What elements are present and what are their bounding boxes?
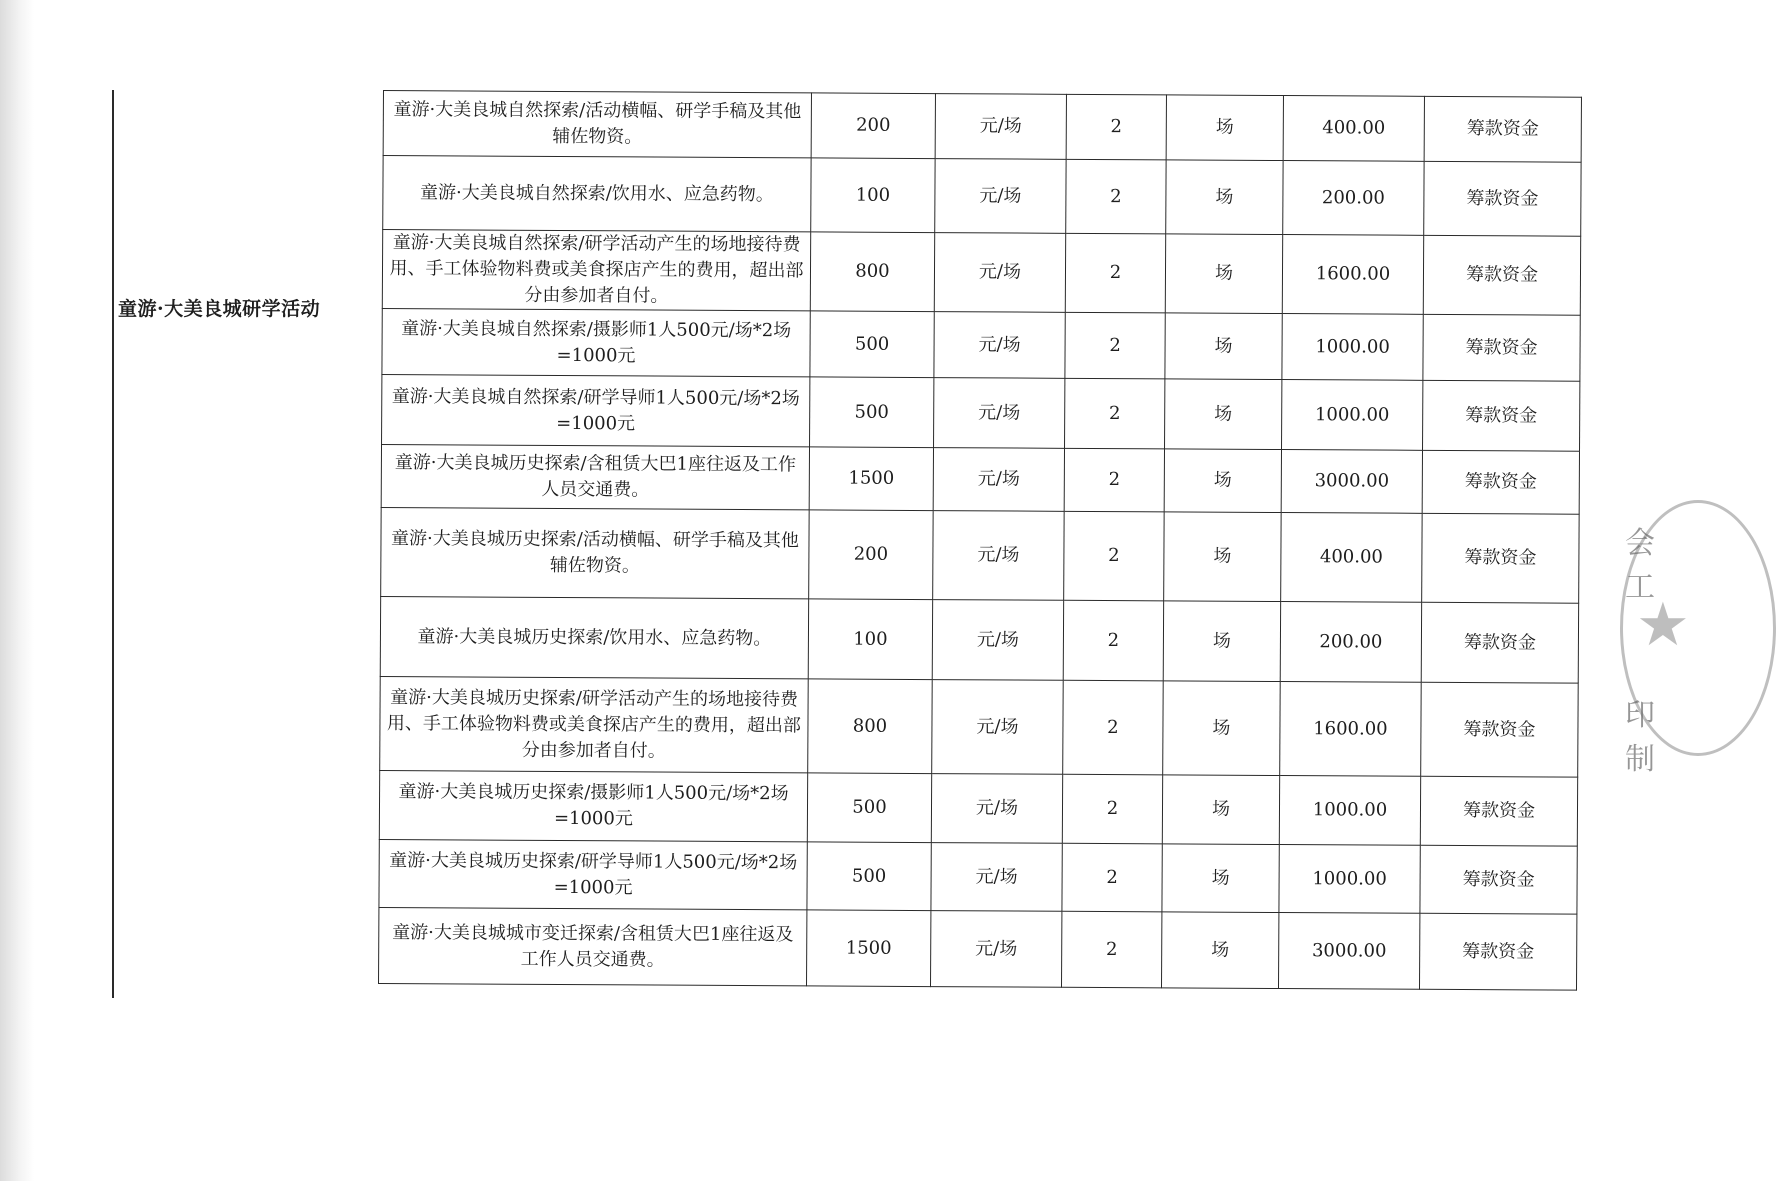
table-row <box>381 444 1579 514</box>
seal-text-top: 会工 <box>1625 526 1655 605</box>
table-row <box>381 507 1579 603</box>
table-row <box>380 676 1579 777</box>
amount-cell: 400.00 <box>1283 96 1424 162</box>
quantity-unit-cell: 场 <box>1165 234 1282 314</box>
price-unit-cell: 元/场 <box>931 911 1062 988</box>
fund-source-cell: 筹款资金 <box>1421 682 1579 777</box>
amount-cell: 200.00 <box>1283 161 1424 236</box>
unit-price-cell: 500 <box>807 773 931 843</box>
table-row <box>383 156 1581 237</box>
unit-price-cell: 200 <box>809 510 933 600</box>
price-unit-cell: 元/场 <box>935 94 1066 160</box>
fund-source-cell: 筹款资金 <box>1423 235 1580 315</box>
fund-source-cell: 筹款资金 <box>1421 602 1578 683</box>
price-unit-cell: 元/场 <box>931 843 1062 912</box>
table-row <box>379 907 1577 990</box>
quantity-cell: 2 <box>1065 312 1165 379</box>
quantity-cell: 2 <box>1066 94 1166 160</box>
table-row <box>382 308 1580 381</box>
table-row <box>382 374 1580 451</box>
quantity-unit-cell: 场 <box>1166 95 1283 161</box>
quantity-cell: 2 <box>1065 378 1165 449</box>
quantity-unit-cell: 场 <box>1164 449 1281 513</box>
unit-price-cell: 800 <box>808 679 933 774</box>
fund-source-cell: 筹款资金 <box>1423 314 1580 381</box>
table-row <box>380 596 1578 683</box>
amount-cell: 400.00 <box>1281 513 1422 603</box>
left-border-line <box>112 90 114 998</box>
table-row <box>383 91 1581 163</box>
unit-price-cell: 100 <box>811 158 935 233</box>
quantity-unit-cell: 场 <box>1162 844 1279 913</box>
quantity-unit-cell: 场 <box>1166 160 1283 235</box>
item-description-cell: 童游·大美良城历史探索/研学导师1人500元/场*2场=1000元 <box>379 839 807 909</box>
quantity-cell: 2 <box>1062 843 1162 912</box>
fund-source-cell: 筹款资金 <box>1419 913 1576 990</box>
fund-source-cell: 筹款资金 <box>1422 513 1579 603</box>
quantity-cell: 2 <box>1064 448 1164 512</box>
quantity-cell: 2 <box>1065 233 1165 313</box>
unit-price-cell: 200 <box>811 93 935 159</box>
amount-cell: 1600.00 <box>1282 235 1423 315</box>
amount-cell: 1000.00 <box>1279 776 1420 846</box>
price-unit-cell: 元/场 <box>933 511 1064 601</box>
amount-cell: 1000.00 <box>1279 845 1420 914</box>
amount-cell: 1000.00 <box>1282 314 1423 381</box>
unit-price-cell: 500 <box>810 377 934 448</box>
quantity-cell: 2 <box>1063 680 1164 775</box>
unit-price-cell: 100 <box>808 599 932 680</box>
quantity-cell: 2 <box>1064 511 1164 601</box>
fund-source-cell: 筹款资金 <box>1420 845 1577 914</box>
amount-cell: 1600.00 <box>1280 682 1422 777</box>
quantity-unit-cell: 场 <box>1162 775 1279 845</box>
item-description-cell: 童游·大美良城历史探索/含租赁大巴1座往返及工作人员交通费。 <box>381 444 809 509</box>
budget-table <box>378 90 1582 991</box>
quantity-cell: 2 <box>1066 159 1166 234</box>
unit-price-cell: 800 <box>810 232 934 312</box>
unit-price-cell: 1500 <box>807 910 931 987</box>
seal-text-bottom: 印制 <box>1625 698 1655 777</box>
amount-cell: 200.00 <box>1280 602 1421 683</box>
unit-price-cell: 1500 <box>809 447 933 511</box>
table-row <box>379 770 1577 846</box>
quantity-unit-cell: 场 <box>1163 681 1281 776</box>
amount-cell: 3000.00 <box>1278 913 1419 990</box>
fund-source-cell: 筹款资金 <box>1423 380 1580 451</box>
quantity-cell: 2 <box>1061 911 1161 988</box>
unit-price-cell: 500 <box>807 842 931 911</box>
amount-cell: 1000.00 <box>1282 380 1423 451</box>
item-description-cell: 童游·大美良城历史探索/研学活动产生的场地接待费用、手工体验物料费或美食探店产生的费用，超出部分由参加者自付。 <box>380 676 809 772</box>
quantity-unit-cell: 场 <box>1165 379 1282 450</box>
table-row <box>382 230 1580 316</box>
budget-table-body <box>379 91 1582 991</box>
price-unit-cell: 元/场 <box>934 378 1065 449</box>
price-unit-cell: 元/场 <box>934 312 1065 379</box>
price-unit-cell: 元/场 <box>931 774 1062 844</box>
fund-source-cell: 筹款资金 <box>1424 96 1581 162</box>
fund-source-cell: 筹款资金 <box>1422 450 1579 514</box>
item-description-cell: 童游·大美良城历史探索/活动横幅、研学手稿及其他辅佐物资。 <box>381 507 809 598</box>
item-description-cell: 童游·大美良城城市变迁探索/含租赁大巴1座往返及工作人员交通费。 <box>379 907 807 985</box>
item-description-cell: 童游·大美良城自然探索/摄影师1人500元/场*2场=1000元 <box>382 308 810 376</box>
fund-source-cell: 筹款资金 <box>1420 776 1577 846</box>
quantity-unit-cell: 场 <box>1163 601 1280 682</box>
amount-cell: 3000.00 <box>1281 450 1422 514</box>
item-description-cell: 童游·大美良城自然探索/研学活动产生的场地接待费用、手工体验物料费或美食探店产生的费用，超出部分由参加者自付。 <box>382 230 810 311</box>
item-description-cell: 童游·大美良城自然探索/活动横幅、研学手稿及其他辅佐物资。 <box>383 91 811 158</box>
scan-edge-shadow <box>0 0 34 1181</box>
item-description-cell: 童游·大美良城自然探索/研学导师1人500元/场*2场=1000元 <box>382 374 810 446</box>
fund-source-cell: 筹款资金 <box>1424 161 1581 236</box>
quantity-unit-cell: 场 <box>1164 512 1281 602</box>
price-unit-cell: 元/场 <box>932 600 1063 681</box>
item-description-cell: 童游·大美良城历史探索/摄影师1人500元/场*2场=1000元 <box>379 770 807 841</box>
quantity-cell: 2 <box>1062 774 1162 844</box>
item-description-cell: 童游·大美良城自然探索/饮用水、应急药物。 <box>383 156 811 232</box>
price-unit-cell: 元/场 <box>935 159 1066 234</box>
price-unit-cell: 元/场 <box>932 680 1064 775</box>
price-unit-cell: 元/场 <box>933 448 1064 512</box>
quantity-unit-cell: 场 <box>1161 912 1278 989</box>
seal-star-icon: ★ <box>1636 590 1690 660</box>
quantity-unit-cell: 场 <box>1165 313 1282 380</box>
unit-price-cell: 500 <box>810 311 934 378</box>
activity-name-cell: 童游·大美良城研学活动 <box>118 298 321 320</box>
table-row <box>379 839 1577 914</box>
price-unit-cell: 元/场 <box>934 233 1065 313</box>
item-description-cell: 童游·大美良城历史探索/饮用水、应急药物。 <box>380 596 808 678</box>
quantity-cell: 2 <box>1063 600 1163 681</box>
